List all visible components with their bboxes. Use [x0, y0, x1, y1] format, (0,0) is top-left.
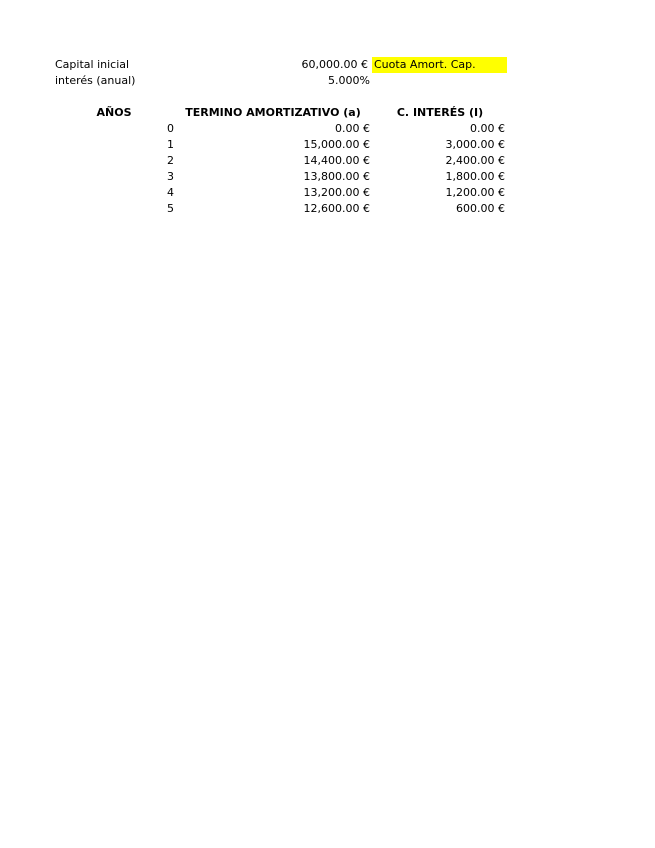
table-row-interes[interactable]: 2,400.00 € [445, 154, 505, 167]
table-row-interes[interactable]: 600.00 € [456, 202, 505, 215]
table-row-year[interactable]: 2 [167, 154, 174, 167]
table-row-year[interactable]: 3 [167, 170, 174, 183]
table-row-interes[interactable]: 0.00 € [470, 122, 505, 135]
table-row-termino[interactable]: 14,400.00 € [303, 154, 370, 167]
table-row-termino[interactable]: 15,000.00 € [303, 138, 370, 151]
header-termino-amortizativo: TERMINO AMORTIZATIVO (a) [185, 106, 361, 119]
table-row-year[interactable]: 4 [167, 186, 174, 199]
interes-anual-value[interactable]: 5.000% [328, 74, 370, 87]
capital-inicial-label: Capital inicial [55, 58, 130, 71]
table-row-year[interactable]: 1 [167, 138, 174, 151]
header-anos: AÑOS [96, 106, 132, 119]
table-row-termino[interactable]: 0.00 € [335, 122, 370, 135]
table-row-termino[interactable]: 13,800.00 € [303, 170, 370, 183]
capital-inicial-value[interactable]: 60,000.00 € [301, 58, 368, 71]
interes-anual-label: interés (anual) [55, 74, 136, 87]
header-cuota-interes: C. INTERÉS (I) [396, 106, 484, 119]
table-row-termino[interactable]: 13,200.00 € [303, 186, 370, 199]
table-row-year[interactable]: 0 [167, 122, 174, 135]
cuota-amort-cap-label[interactable]: Cuota Amort. Cap. [372, 57, 507, 73]
table-row-interes[interactable]: 1,800.00 € [445, 170, 505, 183]
table-row-termino[interactable]: 12,600.00 € [303, 202, 370, 215]
table-row-interes[interactable]: 1,200.00 € [445, 186, 505, 199]
table-row-year[interactable]: 5 [167, 202, 174, 215]
table-row-interes[interactable]: 3,000.00 € [445, 138, 505, 151]
